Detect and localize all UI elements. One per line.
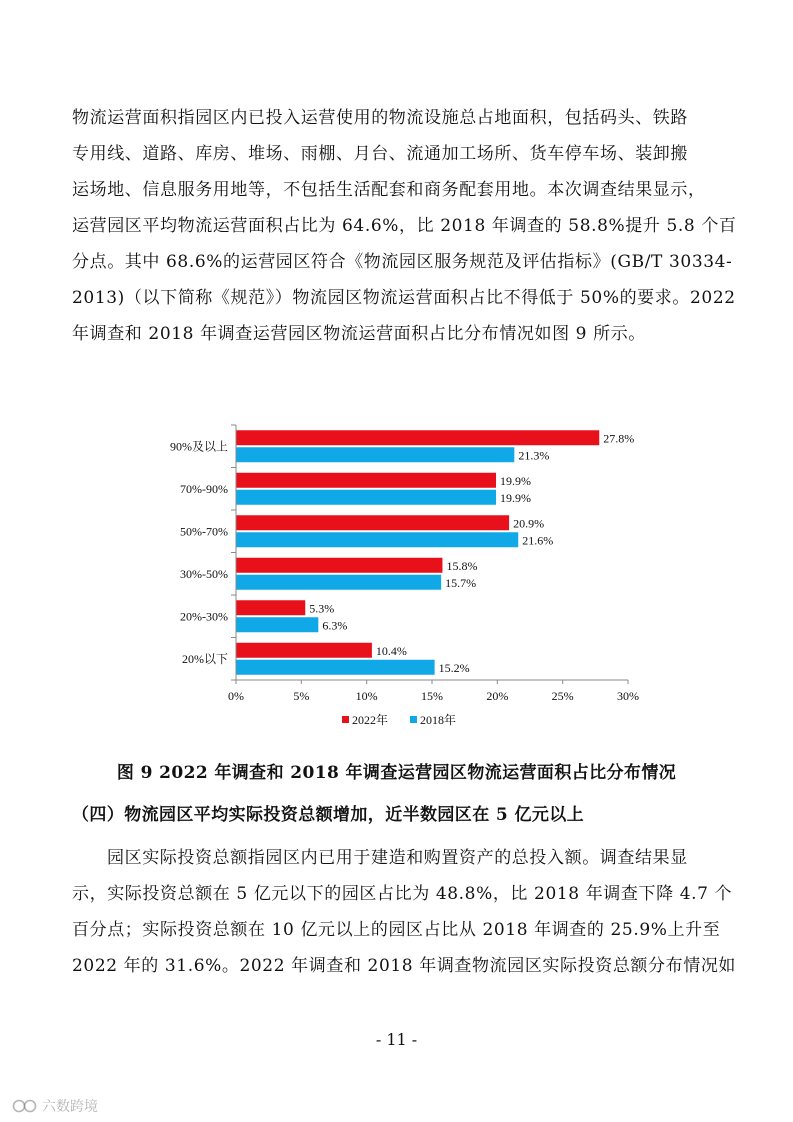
text-line: 物流运营面积指园区内已投入运营使用的物流设施总占地面积，包括码头、铁路	[72, 108, 688, 128]
bar-2022-0	[236, 430, 599, 445]
watermark	[12, 1096, 98, 1116]
data-label: 15.7%	[445, 575, 477, 590]
data-label: 6.3%	[322, 618, 348, 633]
x-tick-label: 5%	[293, 689, 310, 703]
watermark-logo-icon	[12, 1097, 38, 1115]
bar-2022-2	[236, 515, 509, 530]
category-label: 50%-70%	[180, 524, 228, 539]
legend-label: 2022年	[352, 713, 389, 727]
category-label: 90%及以上	[170, 439, 228, 454]
text-line: 2013)（以下简称《规范》）物流园区物流运营面积占比不得低于 50%的要求。2022	[72, 288, 736, 308]
paragraph-operating-area	[72, 100, 737, 352]
bar-2018-1	[236, 490, 496, 505]
bar-2022-1	[236, 473, 496, 488]
data-label: 19.9%	[500, 490, 532, 505]
text-line: 运营园区平均物流运营面积占比为 64.6%，比 2018 年调查的 58.8%提升 5.8 个百	[72, 216, 737, 236]
page-number: - 11 -	[375, 1030, 418, 1049]
data-label: 10.4%	[375, 643, 407, 658]
data-label: 15.8%	[446, 558, 478, 573]
text-line: 示，实际投资总额在 5 亿元以下的园区占比为 48.8%，比 2018 年调查下降 4.7 个	[72, 884, 733, 904]
data-label: 21.3%	[518, 448, 550, 463]
text-line: 专用线、道路、库房、堆场、雨棚、月台、流通加工场所、货车停车场、装卸搬	[72, 144, 688, 164]
bar-2022-3	[236, 558, 442, 573]
watermark-text: 六数跨境	[42, 1099, 98, 1115]
bar-2018-4	[236, 617, 318, 632]
data-label: 15.2%	[438, 660, 470, 675]
bar-chart-operating-area-share	[132, 415, 652, 740]
data-label: 21.6%	[522, 533, 554, 548]
legend-swatch-2018	[410, 716, 417, 723]
legend-swatch-2022	[342, 716, 349, 723]
bar-2018-3	[236, 575, 441, 590]
x-tick-label: 0%	[228, 689, 244, 703]
text-line: 百分点；实际投资总额在 10 亿元以上的园区占比从 2018 年调查的 25.9%上升至	[72, 920, 721, 940]
bar-2018-5	[236, 660, 435, 675]
bar-2018-2	[236, 532, 518, 547]
bar-2022-5	[236, 643, 372, 658]
section-heading: （四）物流园区平均实际投资总额增加，近半数园区在 5 亿元以上	[72, 805, 585, 825]
figure-caption: 图 9 2022 年调查和 2018 年调查运营园区物流运营面积占比分布情况	[116, 763, 677, 783]
bar-2022-4	[236, 600, 305, 615]
text-line: 运场地、信息服务用地等，不包括生活配套和商务配套用地。本次调查结果显示，	[72, 180, 706, 200]
data-label: 5.3%	[309, 601, 335, 616]
category-label: 70%-90%	[180, 481, 228, 496]
paragraph-investment	[72, 840, 737, 984]
category-label: 20%以下	[182, 651, 228, 666]
text-line: 2022 年的 31.6%。2022 年调查和 2018 年调查物流园区实际投资总额分布情况如	[72, 956, 737, 976]
x-tick-label: 20%	[486, 689, 509, 703]
data-label: 27.8%	[603, 431, 635, 446]
category-label: 30%-50%	[180, 566, 228, 581]
text-line: 分点。其中 68.6%的运营园区符合《物流园区服务规范及评估指标》(GB/T 30334-	[72, 252, 733, 272]
category-label: 20%-30%	[180, 609, 228, 624]
data-label: 19.9%	[500, 473, 532, 488]
data-label: 20.9%	[513, 516, 545, 531]
text-line: 年调查和 2018 年调查运营园区物流运营面积占比分布情况如图 9 所示。	[72, 324, 646, 344]
x-tick-label: 15%	[421, 689, 443, 703]
bar-2018-0	[236, 447, 514, 462]
x-tick-label: 25%	[551, 689, 574, 703]
x-tick-label: 30%	[617, 689, 639, 703]
legend-label: 2018年	[420, 713, 457, 727]
x-tick-label: 10%	[355, 689, 378, 703]
text-line: 园区实际投资总额指园区内已用于建造和购置资产的总投入额。调查结果显	[107, 848, 688, 868]
